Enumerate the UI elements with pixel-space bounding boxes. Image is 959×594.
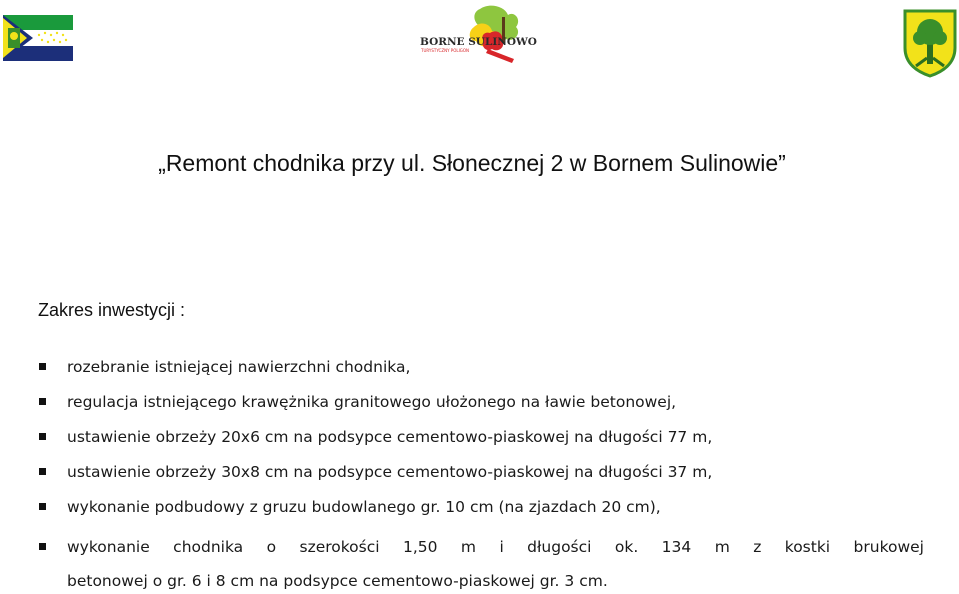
coat-of-arms-crest — [902, 8, 958, 78]
list-item-continuation: betonowej o gr. 6 i 8 cm na podsypce cementowo-piaskowej gr. 3 cm. — [67, 572, 608, 590]
list-item-text: ustawienie obrzeży 30x8 cm na podsypce cementowo-piaskowej na długości 37 m, — [67, 463, 713, 481]
list-item — [38, 390, 924, 425]
list-item-text: ustawienie obrzeży 20x6 cm na podsypce cementowo-piaskowej na długości 77 m, — [67, 428, 713, 446]
logo-tagline: TURYSTYCZNY POLIGON — [421, 48, 469, 53]
list-item-text: rozebranie istniejącej nawierzchni chodnika, — [67, 358, 411, 376]
square-bullet-icon — [39, 468, 46, 475]
square-bullet-icon — [39, 503, 46, 510]
page-title: „Remont chodnika przy ul. Słonecznej 2 w Bornem Sulinowie” — [158, 150, 786, 176]
square-bullet-icon — [39, 363, 46, 370]
list-item — [38, 530, 924, 564]
list-item-text: regulacja istniejącego krawężnika granitowego ułożonego na ławie betonowej, — [67, 393, 677, 411]
list-item-text: wykonanie podbudowy z gruzu budowlanego gr. 10 cm (na zjazdach 20 cm), — [67, 498, 661, 516]
list-item — [38, 425, 924, 460]
section-label: Zakres inwestycji : — [38, 300, 186, 320]
square-bullet-icon — [39, 433, 46, 440]
square-bullet-icon — [39, 543, 46, 550]
logo-wordmark: BORNE SULINOWO — [420, 36, 537, 48]
municipal-flag — [3, 15, 73, 61]
investment-scope-list — [38, 355, 924, 564]
list-item — [38, 495, 924, 530]
list-item — [38, 355, 924, 390]
square-bullet-icon — [39, 398, 46, 405]
list-item — [38, 460, 924, 495]
list-item-text: wykonanie chodnika o szerokości 1,50 m i długości ok. 134 m z kostki brukowej — [67, 538, 924, 556]
borne-sulinowo-logo — [418, 3, 538, 67]
